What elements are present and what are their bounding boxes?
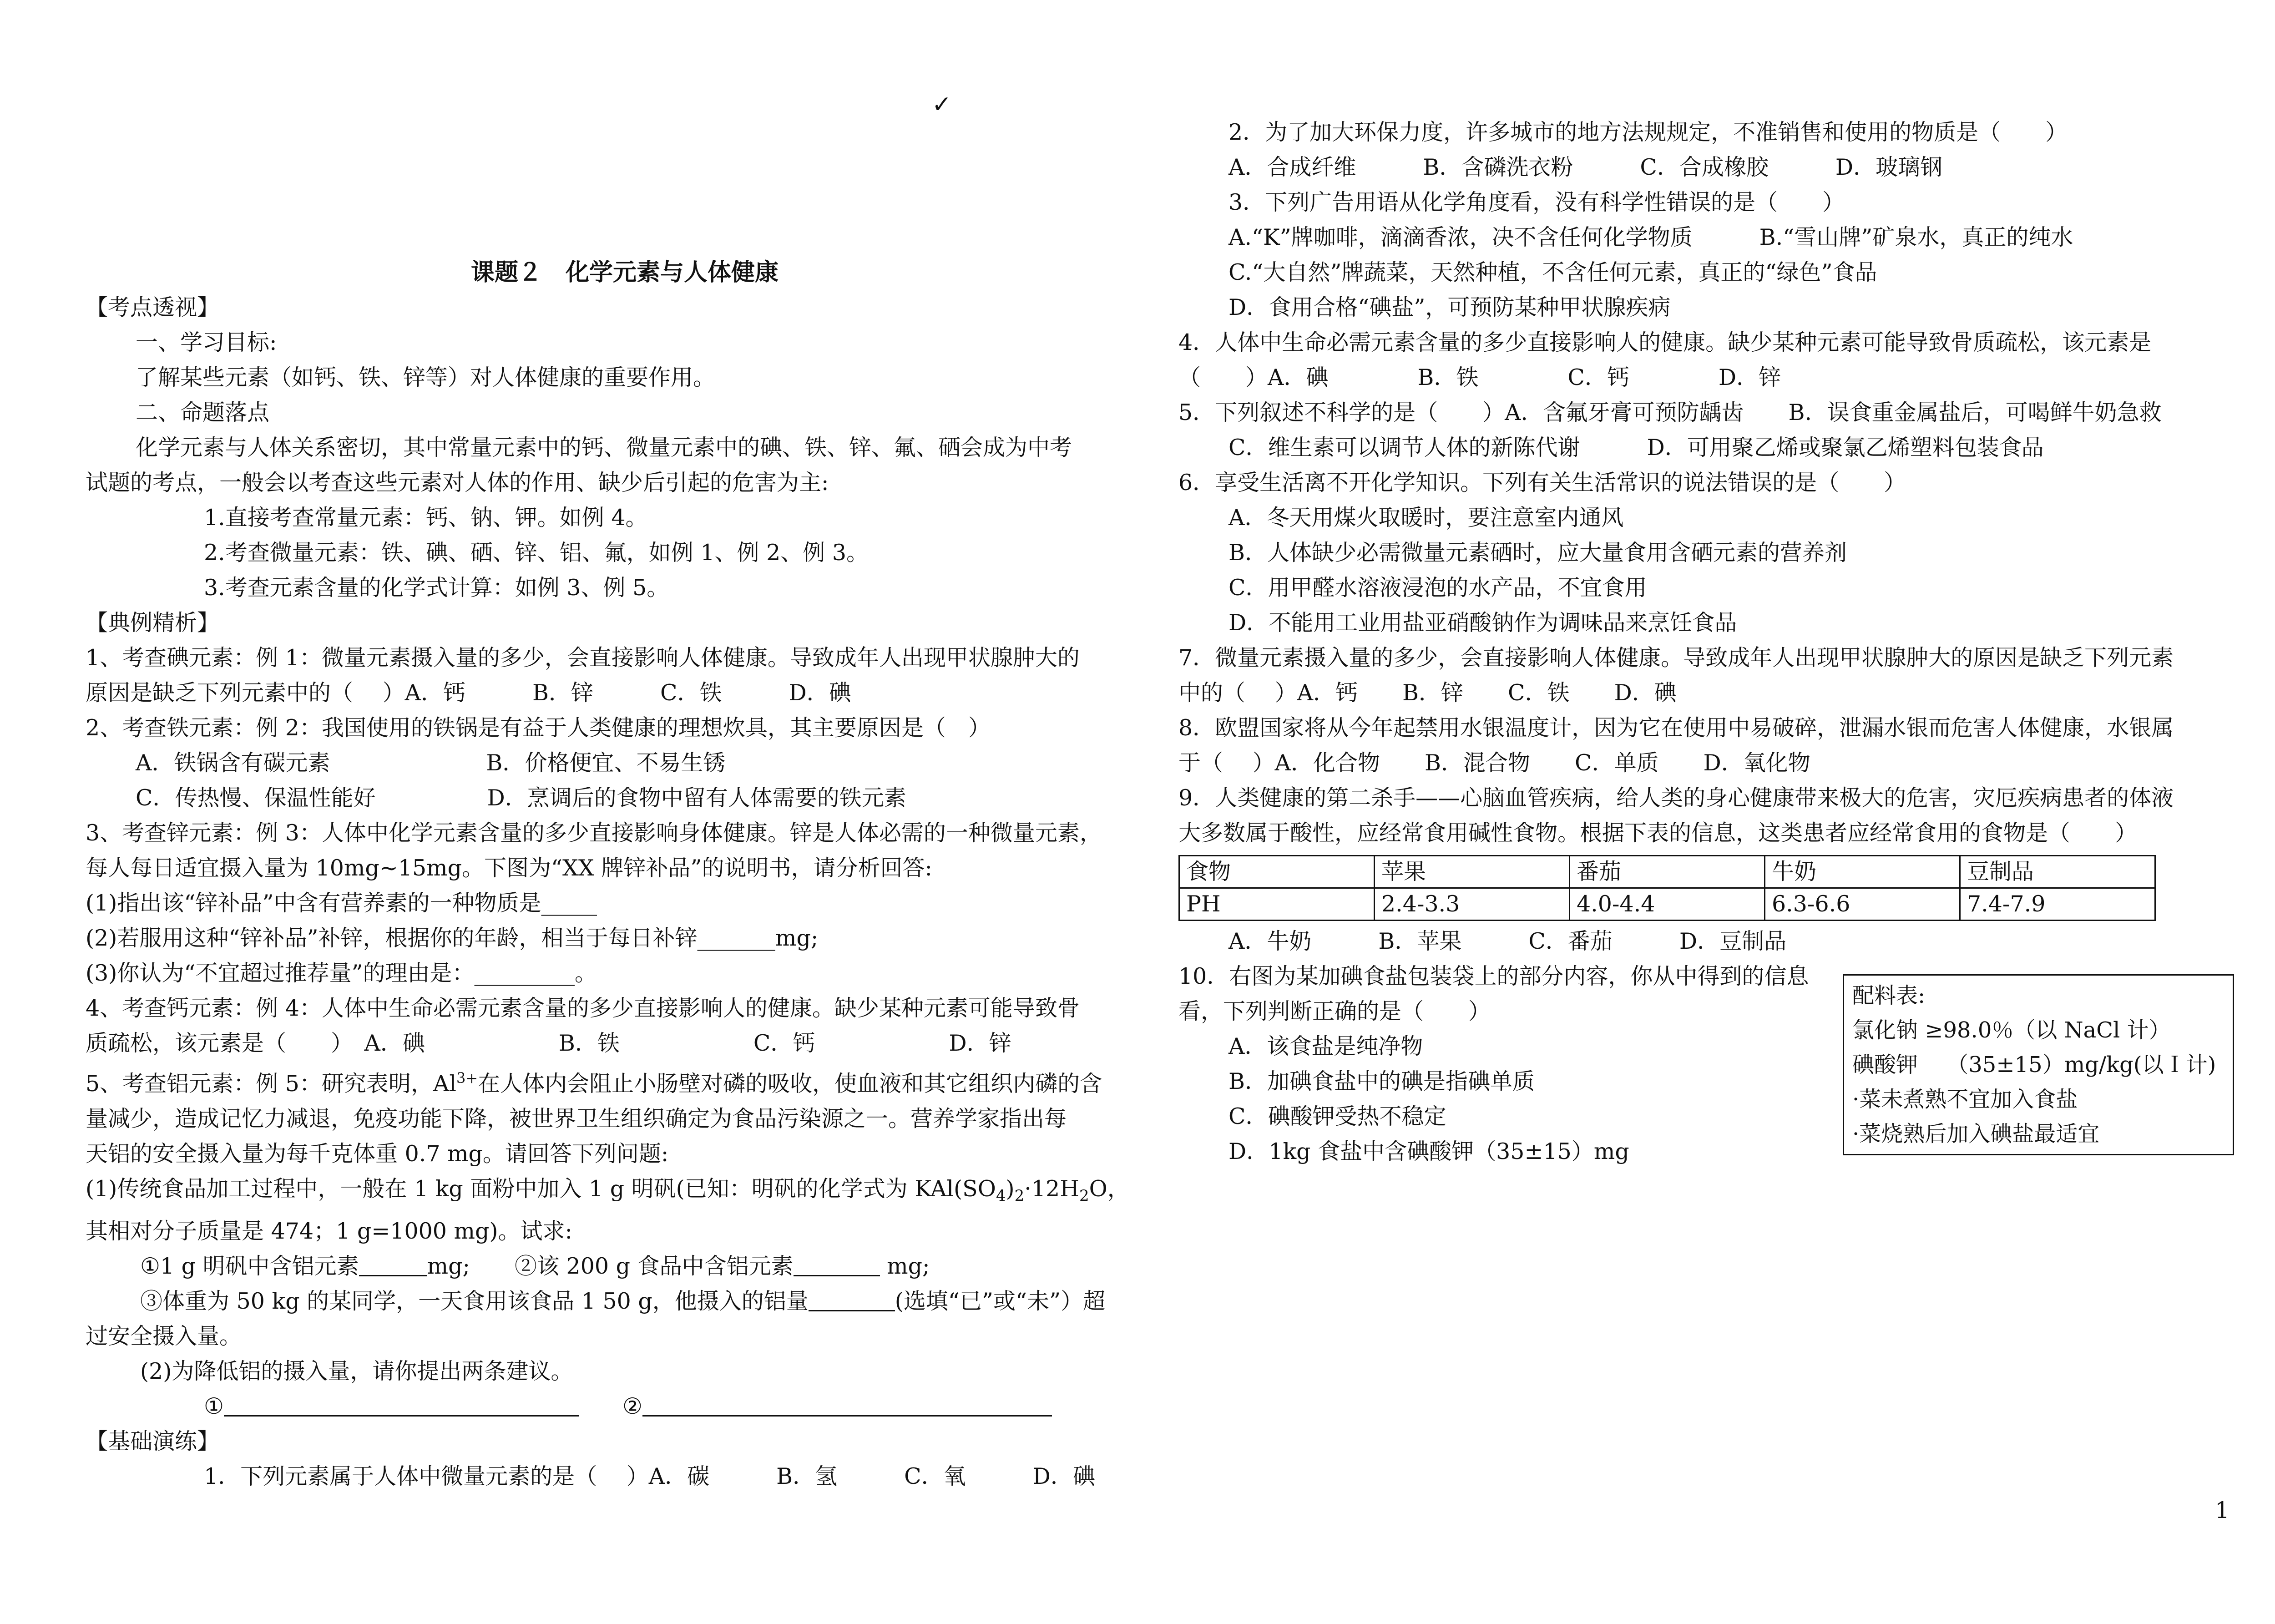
goal-heading: 一、学习目标:: [136, 329, 277, 355]
question-2: 2．为了加大环保力度，许多城市的地方法规规定，不准销售和使用的物质是（ ）: [1228, 119, 2068, 145]
table-header-cell: 苹果: [1375, 856, 1570, 888]
point-1: 1.直接考查常量元素：钙、钠、钾。如例 4。: [204, 505, 648, 531]
question-3-options-ab: A.“K”牌咖啡，滴滴香浓，决不含任何化学物质 B.“雪山牌”矿泉水，真正的纯水: [1228, 224, 2073, 250]
ex5-formula-end: O，: [1089, 1176, 1130, 1202]
page-number: 1: [2215, 1497, 2230, 1523]
point-3: 3.考查元素含量的化学式计算：如例 3、例 5。: [204, 575, 669, 601]
ex5-sub-2: 2: [1014, 1187, 1025, 1205]
example-2-options-2: C．传热慢、保温性能好 D．烹调后的食物中留有人体需要的铁元素: [136, 785, 906, 811]
question-10-block: [1178, 959, 2261, 1168]
ingredient-label-box: [1843, 974, 2234, 1155]
question-4-line-2: （ ）A．碘 B．铁 C．钙 D．锌: [1178, 364, 1781, 390]
question-9-line-2: 大多数属于酸性，应经常食用碱性食物。根据下表的信息，这类患者应经常食用的食物是（ ）: [1178, 820, 2138, 846]
question-10-line-2: 看，下列判断正确的是（ ）: [1178, 998, 1491, 1024]
table-cell: 2.4-3.3: [1375, 888, 1570, 921]
ex5-formula-water: ·12H: [1024, 1176, 1079, 1202]
example-1-line-2: 原因是缺乏下列元素中的（ ）A．钙 B．锌 C．铁 D．碘: [86, 680, 851, 706]
recipe-line-1: 氯化钠 ≥98.0％（以 NaCl 计）: [1852, 1017, 2171, 1043]
question-10-text: [1178, 959, 1843, 1169]
example-1-line-1: 1、考查碘元素：例 1：微量元素摄入量的多少，会直接影响人体健康。导致成年人出现甲状腺肿大的: [86, 645, 1080, 671]
table-row: [1179, 888, 2155, 921]
section-dianli: 【典例精析】: [86, 610, 220, 636]
table-cell: PH: [1179, 888, 1375, 921]
example-3-line-1: 3、考查锌元素：例 3：人体中化学元素含量的多少直接影响身体健康。锌是人体必需的一种微量元素，: [86, 820, 1102, 846]
ex5-q1-text: ①1 g 明矾中含铝元素: [140, 1253, 359, 1279]
suggestion-blank-2[interactable]: [642, 1392, 1052, 1417]
question-7-line-2: 中的（ ）A．钙 B．锌 C．铁 D．碘: [1178, 680, 1677, 706]
recipe-title: 配料表:: [1852, 983, 1926, 1008]
recipe-line-2: 碘酸钾 （35±15）mg/kg(以Ｉ计): [1852, 1052, 2216, 1078]
example-5-line-5: 其相对分子质量是 474；1 g=1000 mg)。试求:: [86, 1218, 573, 1244]
ex5-q2-unit: mg;: [880, 1253, 930, 1279]
question-6-option-a: A．冬天用煤火取暖时，要注意室内通风: [1228, 505, 1624, 531]
intro-line-2: 试题的考点，一般会以考查这些元素对人体的作用、缺少后引起的危害为主:: [86, 470, 829, 496]
section-jichu: 【基础演练】: [86, 1428, 220, 1454]
question-9-line-1: 9．人类健康的第二杀手——心脑血管疾病，给人类的身心健康带来极大的危害，灾厄疾病患者的体液: [1178, 785, 2174, 811]
example-2-options-1: A．铁锅含有碳元素 B．价格便宜、不易生锈: [136, 750, 726, 776]
example-5-suggestions: [86, 1389, 1164, 1424]
question-3-option-c: C.“大自然”牌蔬菜，天然种植，不含任何元素，真正的“绿色”食品: [1228, 259, 1877, 285]
ex5-sub-1: 4: [996, 1187, 1006, 1205]
table-cell: 7.4-7.9: [1960, 888, 2155, 921]
question-10-option-a: A．该食盐是纯净物: [1228, 1033, 1423, 1059]
example-5-line-6: [86, 1249, 1164, 1284]
ex5-q2-text: mg; ②该 200 g 食品中含铝元素: [427, 1253, 794, 1279]
answer-blank-1[interactable]: [359, 1252, 427, 1276]
example-4-line-2: 质疏松，该元素是（ ） A．碘 B．铁 C．钙 D．锌: [86, 1030, 1011, 1056]
ex5-superscript: 3+: [456, 1069, 478, 1087]
table-cell: 6.3-6.6: [1765, 888, 1960, 921]
ex5-sub-3: 2: [1079, 1187, 1089, 1205]
example-5-line-1: [86, 1061, 1164, 1101]
example-5-line-4: [86, 1171, 1164, 1214]
table-header-cell: 番茄: [1570, 856, 1765, 888]
ex5-text-b: 在人体内会阻止小肠壁对磷的吸收，使血液和其它组织内磷的含: [478, 1071, 1102, 1097]
example-3-line-2: 每人每日适宜摄入量为 10mg~15mg。下图为“XX 牌锌补品”的说明书，请分析回答:: [86, 855, 932, 881]
suggestion-blank-1[interactable]: [224, 1392, 579, 1417]
point-2: 2.考查微量元素：铁、碘、硒、锌、铝、氟，如例 1、例 2、例 3。: [204, 540, 869, 566]
example-5-line-3: 天铝的安全摄入量为每千克体重 0.7 mg。请回答下列问题:: [86, 1141, 669, 1167]
suggestion-1-label: ①: [204, 1393, 224, 1419]
ex5-formula-text: (1)传统食品加工过程中，一般在 1 kg 面粉中加入 1 g 明矾(已知：明矾的化学式为 KAl(SO: [86, 1176, 996, 1202]
page-title: 课题２ 化学元素与人体健康: [470, 258, 779, 286]
left-column: [86, 255, 1164, 1494]
ph-table: [1178, 855, 2156, 921]
question-7-line-1: 7．微量元素摄入量的多少，会直接影响人体健康。导致成年人出现甲状腺肿大的原因是缺乏下列元素: [1178, 645, 2174, 671]
section-kaodian: 【考点透视】: [86, 294, 220, 320]
table-header-cell: 牛奶: [1765, 856, 1960, 888]
ex5-q3-tail: (选填“已”或“未”）超: [895, 1288, 1106, 1314]
question-3-option-d: D．食用合格“碘盐”，可预防某种甲状腺疾病: [1228, 294, 1671, 320]
intro-line-1: 化学元素与人体关系密切，其中常量元素中的钙、微量元素中的碘、铁、锌、氟、硒会成为中考: [136, 435, 1072, 460]
example-5-line-2: 量减少，造成记忆力减退，免疫功能下降，被世界卫生组织确定为食品污染源之一。营养学家指出每: [86, 1106, 1067, 1132]
question-10-option-c: C．碘酸钾受热不稳定: [1228, 1103, 1446, 1129]
question-10-option-b: B．加碘食盐中的碘是指碘单质: [1228, 1068, 1535, 1094]
question-1: 1．下列元素属于人体中微量元素的是（ ）A．碳 B．氢 C．氧 D．碘: [204, 1463, 1095, 1489]
example-3-question-3: (3)你认为“不宜超过推荐量”的理由是：_________。: [86, 960, 597, 986]
question-6-option-c: C．用甲醛水溶液浸泡的水产品，不宜食用: [1228, 575, 1647, 601]
question-6-option-b: B．人体缺少必需微量元素硒时，应大量食用含硒元素的营养剂: [1228, 540, 1847, 566]
example-3-question-1: (1)指出该“锌补品”中含有营养素的一种物质是_____: [86, 890, 597, 916]
table-header-cell: 食物: [1179, 856, 1375, 888]
ex5-q3-text: ③体重为 50 kg 的某同学，一天食用该食品 1 50 g，他摄入的铝量: [140, 1288, 809, 1314]
example-5-line-7: [86, 1284, 1164, 1319]
answer-blank-2[interactable]: [794, 1252, 880, 1276]
answer-blank-3[interactable]: [809, 1287, 895, 1311]
question-9-options: A．牛奶 B．苹果 C．番茄 D．豆制品: [1228, 928, 1787, 954]
recipe-line-4: ·菜烧熟后加入碘盐最适宜: [1852, 1121, 2100, 1147]
question-10-option-d: D．1kg 食盐中含碘酸钾（35±15）mg: [1228, 1138, 1629, 1164]
suggestion-2-label: ②: [622, 1393, 642, 1419]
example-2-line-1: 2、考查铁元素：例 2：我国使用的铁锅是有益于人类健康的理想炊具，其主要原因是（ ）: [86, 715, 991, 741]
example-5-line-8: 过安全摄入量。: [86, 1323, 242, 1349]
table-cell: 4.0-4.4: [1570, 888, 1765, 921]
mingti-heading: 二、命题落点: [136, 400, 270, 425]
goal-text: 了解某些元素（如钙、铁、锌等）对人体健康的重要作用。: [136, 364, 716, 390]
table-header-cell: 豆制品: [1960, 856, 2155, 888]
question-8-line-2: 于（ ）A．化合物 B．混合物 C．单质 D．氧化物: [1178, 750, 1810, 776]
table-row: [1179, 856, 2155, 888]
ex5-formula-paren: ): [1006, 1176, 1015, 1202]
ex5-text-a: 5、考查铝元素：例 5：研究表明，Al: [86, 1071, 456, 1097]
question-5-line-1: 5．下列叙述不科学的是（ ）A．含氟牙膏可预防龋齿 B．误食重金属盐后，可喝鲜牛奶急救: [1178, 400, 2162, 425]
question-6-option-d: D．不能用工业用盐亚硝酸钠作为调味品来烹饪食品: [1228, 610, 1737, 636]
question-4-line-1: 4．人体中生命必需元素含量的多少直接影响人的健康。缺少某种元素可能导致骨质疏松，该元素是: [1178, 329, 2152, 355]
question-3: 3．下列广告用语从化学角度看，没有科学性错误的是（ ）: [1228, 189, 1845, 215]
question-2-options: A．合成纤维 B．含磷洗衣粉 C．合成橡胶 D．玻璃钢: [1228, 154, 1943, 180]
example-4-line-1: 4、考查钙元素：例 4：人体中生命必需元素含量的多少直接影响人的健康。缺少某种元素可能导致骨: [86, 995, 1080, 1021]
right-column: [1178, 115, 2261, 1168]
recipe-line-3: ·菜未煮熟不宜加入食盐: [1852, 1087, 2078, 1112]
example-5-line-9: (2)为降低铝的摄入量，请你提出两条建议。: [140, 1358, 573, 1384]
check-mark: ✓: [932, 91, 952, 118]
question-10-line-1: 10．右图为某加碘食盐包装袋上的部分内容，你从中得到的信息: [1178, 963, 1809, 989]
question-5-line-2: C．维生素可以调节人体的新陈代谢 D．可用聚乙烯或聚氯乙烯塑料包装食品: [1228, 435, 2044, 460]
example-3-question-2: (2)若服用这种“锌补品”补锌，根据你的年龄，相当于每日补锌_______mg;: [86, 925, 819, 951]
question-8-line-1: 8．欧盟国家将从今年起禁用水银温度计，因为它在使用中易破碎，泄漏水银而危害人体健康，水银属: [1178, 715, 2174, 741]
question-6: 6．享受生活离不开化学知识。下列有关生活常识的说法错误的是（ ）: [1178, 470, 1906, 496]
